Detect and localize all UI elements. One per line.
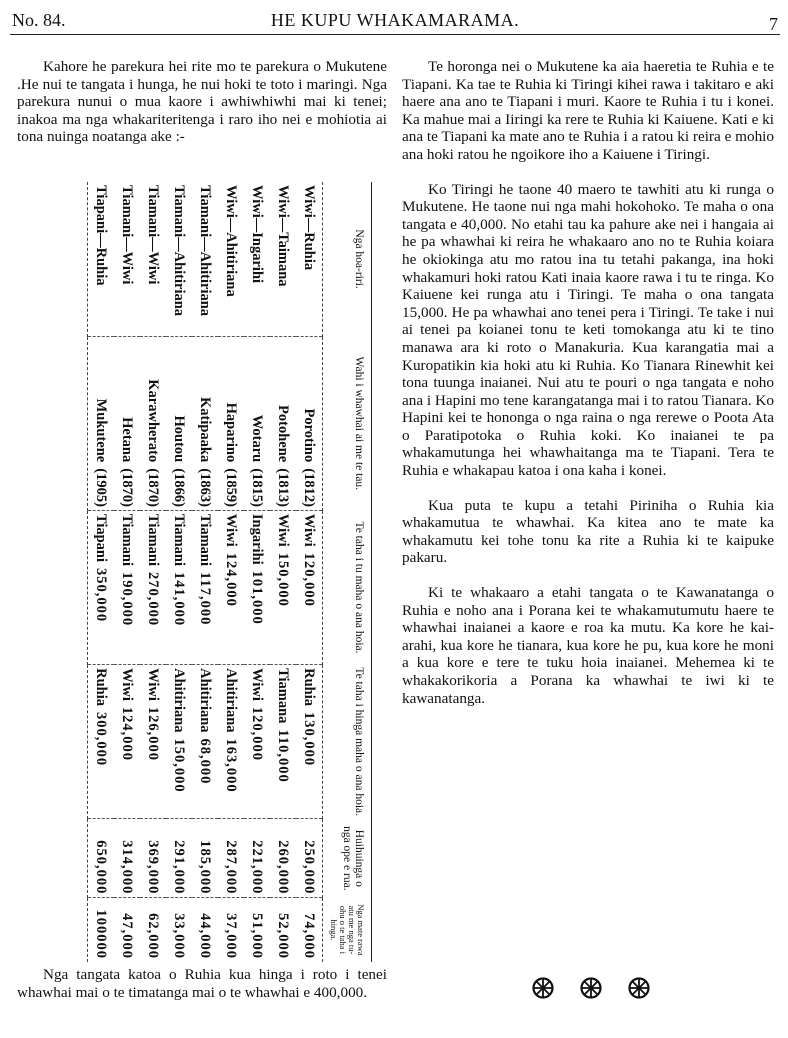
- table-cell: [192, 510, 218, 664]
- cell-losses: 37,000: [223, 913, 239, 959]
- table-cell: [166, 898, 192, 962]
- table-cell: [218, 336, 244, 510]
- paragraph-1: Te horonga nei o Mukutene ka aia haeretia te Ruhia e te Tiapani. Ka tae te Ruhia ki Tiringi kihei rawa i takitaro e aki haere ana ano te Tiapani i muri. Kaore te Ruhia i tu i konei. Ka mahue mai a Iiringi ka rere te Ruhia ki Kaiuene. Kati e ki ana te Tiapani ka mate ano te Ruhia i a ratou ki reira e mohio ana hoki ratou he ngoikore iho a Kaiuene i Tiringi.: [402, 58, 774, 163]
- intro-paragraph: Kahore he parekura hei rite mo te parekura o Mukutene .He nui te tangata i hunga, he nui hoki te toto i maringi. Nga parekura nunui o mua kaore i awhiwhiwhi mai ki tenei; inakoa ma nga whakariteritenga i raro iho nei e mohiotia ai tona nuinga noatanga ake :-: [17, 58, 387, 146]
- cell-total: 260,000: [275, 840, 291, 895]
- cell-parties: Tiamani—Ahitiriana: [171, 185, 187, 317]
- cell-loser-count: 130,000: [301, 711, 317, 767]
- left-closing: [17, 966, 387, 1001]
- header-parties: Nga hoa-riri.: [323, 182, 372, 336]
- cell-losses: 44,000: [197, 913, 213, 959]
- table-cell: [218, 182, 244, 336]
- table-cell: [296, 510, 323, 664]
- table-cell: [296, 665, 323, 819]
- cell-year: (1866): [171, 468, 187, 507]
- table-cell: [114, 510, 140, 664]
- cell-year: (1813): [275, 468, 291, 507]
- table-row: [270, 182, 296, 962]
- cell-loser: Wiwi: [145, 668, 161, 701]
- cell-winner-count: 117,000: [197, 572, 213, 626]
- ornament-row: [532, 977, 650, 999]
- table-cell: [270, 819, 296, 898]
- cell-losses: 100000: [93, 909, 109, 959]
- table-cell: [140, 182, 166, 336]
- cell-loser: Ruhia: [301, 668, 317, 706]
- cell-loser: Ruhia: [93, 668, 109, 706]
- cell-winner-count: 190,000: [119, 572, 135, 627]
- table-cell: [244, 336, 270, 510]
- table-cell: [114, 336, 140, 510]
- battle-table-container: [82, 182, 372, 962]
- cell-winner: Tiamani: [171, 513, 187, 567]
- cell-year: (1815): [249, 468, 265, 507]
- table-cell: [88, 665, 115, 819]
- cell-loser-count: 126,000: [145, 706, 161, 761]
- cell-loser-count: 150,000: [171, 738, 187, 793]
- cell-parties: Tiamani—Wiwi: [145, 185, 161, 285]
- cell-parties: Wiwi—Ruhia: [301, 185, 317, 271]
- cell-parties: Tiamani—Wiwi: [119, 185, 135, 285]
- left-column: [17, 58, 387, 146]
- table-cell: [296, 898, 323, 962]
- cell-place: Houtou: [171, 415, 187, 463]
- table-cell: [166, 336, 192, 510]
- table-cell: [88, 182, 115, 336]
- table-cell: [244, 510, 270, 664]
- table-cell: [166, 819, 192, 898]
- cell-parties: Tiamani—Ahitiriana: [197, 185, 213, 317]
- table-cell: [140, 510, 166, 664]
- cell-year: (1905): [93, 468, 109, 507]
- table-cell: [270, 510, 296, 664]
- table-cell: [114, 898, 140, 962]
- cell-place: Potohene: [275, 405, 291, 463]
- cell-place: Katipaaka: [197, 396, 213, 463]
- table-row: [166, 182, 192, 962]
- cell-year: (1863): [197, 468, 213, 507]
- cell-loser: Wiwi: [249, 668, 265, 701]
- table-row: [140, 182, 166, 962]
- cell-winner: Tiamani: [145, 513, 161, 567]
- cell-year: (1870): [119, 468, 135, 507]
- table-cell: [114, 819, 140, 898]
- cell-parties: Wiwi—Ingarihi: [249, 185, 265, 284]
- table-cell: [88, 510, 115, 664]
- cell-loser-count: 124,000: [119, 706, 135, 761]
- cell-place: Hetana: [119, 417, 135, 463]
- table-cell: [218, 898, 244, 962]
- cell-winner-count: 270,000: [145, 572, 161, 627]
- cell-loser: Ahitiriana: [197, 668, 213, 733]
- cell-loser: Ahitiriana: [223, 668, 239, 733]
- cell-parties: Tiapani—Ruhia: [93, 185, 109, 286]
- table-cell: [88, 898, 115, 962]
- cell-loser: Wiwi: [119, 668, 135, 701]
- flower-ornament-icon: [628, 977, 650, 999]
- cell-loser-count: 120,000: [249, 706, 265, 761]
- table-cell: [244, 182, 270, 336]
- cell-losses: 74,000: [301, 913, 317, 959]
- header-total: Huihuinga o nga ope e rua.: [323, 819, 372, 898]
- cell-total: 185,000: [197, 840, 213, 895]
- table-cell: [192, 665, 218, 819]
- right-column: [402, 58, 774, 707]
- cell-winner-count: 350,000: [93, 568, 109, 623]
- table-cell: [192, 336, 218, 510]
- header-losses: Nga mate rawa atu me nga tu-ohu o te taha i hinga.: [323, 898, 372, 962]
- cell-place: Porotino: [301, 408, 317, 463]
- table-row: [88, 182, 115, 962]
- cell-winner: Tiamani: [119, 513, 135, 567]
- cell-loser: Ahitiriana: [171, 668, 187, 733]
- table-cell: [140, 898, 166, 962]
- cell-winner: Tiamani: [197, 513, 213, 567]
- table-cell: [270, 665, 296, 819]
- table-row: [244, 182, 270, 962]
- table-cell: [244, 819, 270, 898]
- cell-losses: 51,000: [249, 913, 265, 959]
- cell-winner: Wiwi: [301, 513, 317, 547]
- table-cell: [218, 510, 244, 664]
- cell-total: 291,000: [171, 840, 187, 895]
- header-place-year: Wahi i whawhai ai me te tau.: [323, 336, 372, 510]
- cell-loser-count: 163,000: [223, 738, 239, 793]
- paragraph-3: Kua puta te kupu a tetahi Piriniha o Ruhia kia whakamutua te whawhai. Ka kitea ano te mate ka whakamutu kei tohe tonu ka rite a Ruhia ki te kaipuke pakaru.: [402, 496, 774, 567]
- table-cell: [140, 819, 166, 898]
- cell-total: 221,000: [249, 840, 265, 895]
- table-cell: [218, 665, 244, 819]
- cell-losses: 47,000: [119, 913, 135, 959]
- cell-place: Karawherato: [145, 379, 161, 463]
- cell-total: 650,000: [93, 840, 109, 895]
- table-cell: [192, 182, 218, 336]
- cell-losses: 62,000: [145, 913, 161, 959]
- page-title: HE KUPU WHAKAMARAMA.: [270, 10, 520, 30]
- page-header: [10, 6, 780, 35]
- cell-total: 250,000: [301, 840, 317, 895]
- cell-winner-count: 150,000: [275, 552, 291, 607]
- table-cell: [192, 898, 218, 962]
- table-cell: [244, 665, 270, 819]
- cell-place: Haparino: [223, 402, 239, 463]
- table-cell: [218, 819, 244, 898]
- cell-total: 369,000: [145, 840, 161, 895]
- cell-loser-count: 300,000: [93, 711, 109, 767]
- table-cell: [244, 898, 270, 962]
- cell-winner-count: 124,000: [223, 552, 239, 607]
- cell-winner-count: 101,000: [249, 570, 265, 625]
- cell-parties: Wiwi—Ahitiriana: [223, 185, 239, 297]
- table-row: [114, 182, 140, 962]
- table-cell: [140, 336, 166, 510]
- cell-loser-count: 68,000: [197, 738, 213, 785]
- table-cell: [296, 336, 323, 510]
- table-cell: [114, 182, 140, 336]
- table-cell: [166, 182, 192, 336]
- cell-losses: 33,000: [171, 913, 187, 959]
- issue-number: No. 84.: [12, 10, 66, 30]
- cell-loser-count: 110,000: [275, 729, 291, 783]
- table-cell: [88, 336, 115, 510]
- table-cell: [270, 182, 296, 336]
- cell-winner: Ingarihi: [249, 513, 265, 565]
- cell-loser: Tiamana: [275, 668, 291, 724]
- closing-paragraph: Nga tangata katoa o Ruhia kua hinga i roto i tenei whawhai mai o te timatanga mai o te whawhai e 400,000.: [17, 966, 387, 1001]
- cell-place: Mukutene: [93, 398, 109, 463]
- cell-year: (1812): [301, 468, 317, 507]
- cell-place: Wotaru: [249, 414, 265, 463]
- table-cell: [192, 819, 218, 898]
- cell-winner: Wiwi: [275, 513, 291, 547]
- cell-winner: Wiwi: [223, 513, 239, 547]
- table-cell: [296, 819, 323, 898]
- battle-table: [87, 182, 372, 962]
- table-cell: [166, 665, 192, 819]
- table-header-row: [323, 182, 372, 962]
- cell-winner-count: 141,000: [171, 572, 187, 627]
- flower-ornament-icon: [580, 977, 602, 999]
- paragraph-4: Ki te whakaaro a etahi tangata o te Kawanatanga o Ruhia e noho ana i Porana kei te whakamutumutu haere te whawhai inaianei a kaore e roa ka mutu. Ka kore he kai-arahi, kua kore he tianara, kua kore he pu, kua kore he moni a kua kore e tere te tuku hoia inaianei. Mehemea ki te whakakorikoria a Porana ka whawhai te iwi ki te kawanatanga.: [402, 584, 774, 707]
- table-cell: [270, 898, 296, 962]
- table-cell: [114, 665, 140, 819]
- cell-total: 287,000: [223, 840, 239, 895]
- cell-year: (1859): [223, 468, 239, 507]
- table-row: [218, 182, 244, 962]
- flower-ornament-icon: [532, 977, 554, 999]
- cell-total: 314,000: [119, 840, 135, 895]
- table-cell: [166, 510, 192, 664]
- cell-year: (1870): [145, 468, 161, 507]
- table-row: [192, 182, 218, 962]
- cell-losses: 52,000: [275, 913, 291, 959]
- paragraph-2: Ko Tiringi he taone 40 maero te tawhiti atu ki runga o Mukutene. He taone nui nga mahi hokohoko. Te maha o ona tangata e 40,000. No etahi tau ka pahure ake nei i hangaia ai he pa whawhai ki reira he whakaaro ano no te Ruhia koiara he okiokinga atu mo ratou ina tu tetahi pakanga, ina hoki whakamuri hoki ratou Kati inaia kaore rawa i tu te ringa. Ko Kaiuene kei runga atu i Tiringi. Te maha o ona tangata 15,000. He pa whawhai ano tenei pera i Tiringi. Te take i nui ai tenei pa koianei tonu te keti tomokanga atu ki te tino manawa ara ki roto o Manakuria. Kua karangatia mai a Kuropatikin kia hoki atu ki Ruhia. Ko Tianara Rinewhit kei tona tuunga inaianei. Nui atu te pouri o nga tangata e noho ana i Hapini mo tene karangatanga mai i to ratou Tianara. Ko Hapini kei te hononga o nga raina o nga rerewe o Poota Ata o Paratipotoka o Ruhia koki. Ko inaianei te pa whakamutunga hei whawhaitanga ma te Tiapani. Tera te Ruhia e whakapau katoa i ona kaha i konei.: [402, 180, 774, 480]
- table-cell: [140, 665, 166, 819]
- page-number: 7: [769, 14, 778, 34]
- table-row: [296, 182, 323, 962]
- table-cell: [296, 182, 323, 336]
- cell-parties: Wiwi—Taimana: [275, 185, 291, 287]
- table-cell: [270, 336, 296, 510]
- header-loser: Te taha i hinga maha o ana hoia.: [323, 665, 372, 819]
- cell-winner: Tiapani: [93, 513, 109, 563]
- cell-winner-count: 120,000: [301, 552, 317, 607]
- header-winner: Te taha i tu maha o ana hoia.: [323, 510, 372, 664]
- table-cell: [88, 819, 115, 898]
